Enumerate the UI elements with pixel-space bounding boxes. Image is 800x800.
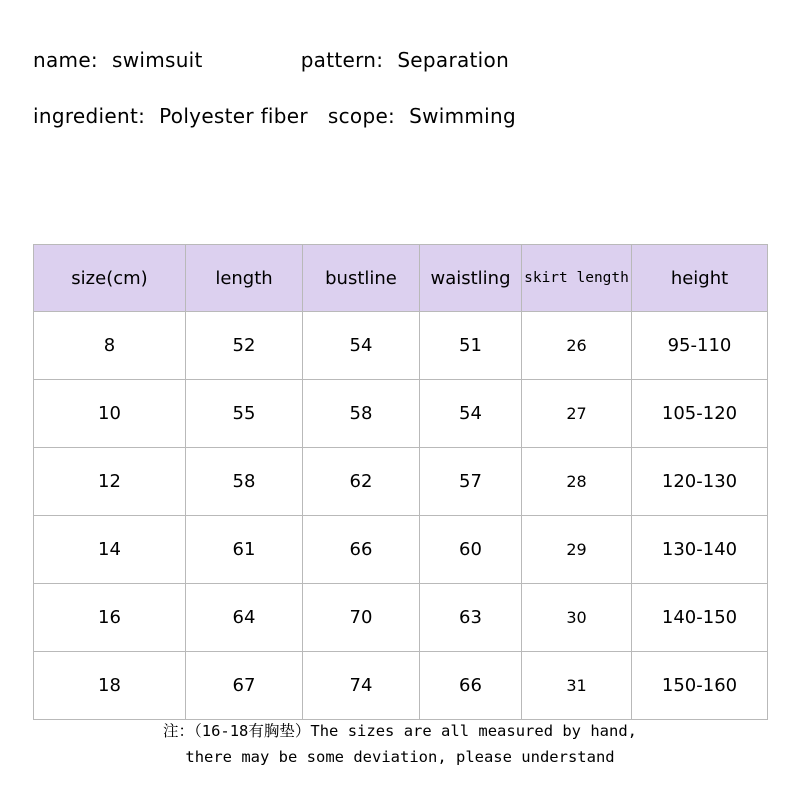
cell-size: 14 (34, 516, 186, 584)
cell-height: 105-120 (632, 380, 768, 448)
cell-waistling: 57 (420, 448, 522, 516)
cell-height: 120-130 (632, 448, 768, 516)
cell-length: 61 (186, 516, 303, 584)
product-spec-block (0, 48, 800, 160)
spec-scope-label: scope: (327, 104, 396, 128)
table-row (34, 516, 768, 584)
cell-size: 16 (34, 584, 186, 652)
size-table (33, 244, 768, 720)
cell-bustline: 54 (303, 312, 420, 380)
spec-ingredient-label: ingredient: (33, 104, 146, 128)
cell-length: 67 (186, 652, 303, 720)
column-header-size: size(cm) (34, 245, 186, 312)
size-chart (33, 244, 767, 720)
cell-length: 55 (186, 380, 303, 448)
table-row (34, 448, 768, 516)
spec-name (33, 48, 203, 72)
cell-size: 18 (34, 652, 186, 720)
cell-height: 95-110 (632, 312, 768, 380)
spec-scope (328, 104, 516, 128)
cell-bustline: 58 (303, 380, 420, 448)
cell-height: 150-160 (632, 652, 768, 720)
spec-name-value: swimsuit (111, 48, 203, 72)
cell-skirt-length: 30 (522, 584, 632, 652)
spec-row-2 (0, 104, 800, 128)
column-header-height: height (632, 245, 768, 312)
spec-pattern (301, 48, 509, 72)
cell-skirt-length: 31 (522, 652, 632, 720)
cell-skirt-length: 26 (522, 312, 632, 380)
cell-height: 140-150 (632, 584, 768, 652)
cell-size: 12 (34, 448, 186, 516)
spec-name-label: name: (33, 48, 98, 72)
cell-waistling: 63 (420, 584, 522, 652)
cell-length: 52 (186, 312, 303, 380)
footnote-line-2: there may be some deviation, please understand (185, 748, 615, 766)
footnote (0, 718, 800, 770)
cell-skirt-length: 28 (522, 448, 632, 516)
column-header-bustline: bustline (303, 245, 420, 312)
cell-length: 64 (186, 584, 303, 652)
cell-bustline: 74 (303, 652, 420, 720)
footnote-line-1: 注：（16-18有胸垫）The sizes are all measured by hand, (162, 722, 638, 740)
cell-waistling: 60 (420, 516, 522, 584)
cell-waistling: 66 (420, 652, 522, 720)
spec-pattern-label: pattern: (300, 48, 384, 72)
cell-skirt-length: 27 (522, 380, 632, 448)
cell-size: 8 (34, 312, 186, 380)
spec-pattern-value: Separation (397, 48, 510, 72)
table-row (34, 312, 768, 380)
column-header-skirt-length: skirt length (522, 245, 632, 312)
cell-skirt-length: 29 (522, 516, 632, 584)
cell-bustline: 66 (303, 516, 420, 584)
table-row (34, 584, 768, 652)
spec-row-1 (0, 48, 800, 72)
cell-waistling: 54 (420, 380, 522, 448)
spec-scope-value: Swimming (409, 104, 516, 128)
spec-ingredient (33, 104, 308, 128)
cell-height: 130-140 (632, 516, 768, 584)
table-row (34, 380, 768, 448)
column-header-waistling: waistling (420, 245, 522, 312)
table-row (34, 652, 768, 720)
cell-waistling: 51 (420, 312, 522, 380)
table-header-row (34, 245, 768, 312)
cell-length: 58 (186, 448, 303, 516)
cell-size: 10 (34, 380, 186, 448)
column-header-length: length (186, 245, 303, 312)
spec-ingredient-value: Polyester fiber (159, 104, 308, 128)
cell-bustline: 62 (303, 448, 420, 516)
cell-bustline: 70 (303, 584, 420, 652)
